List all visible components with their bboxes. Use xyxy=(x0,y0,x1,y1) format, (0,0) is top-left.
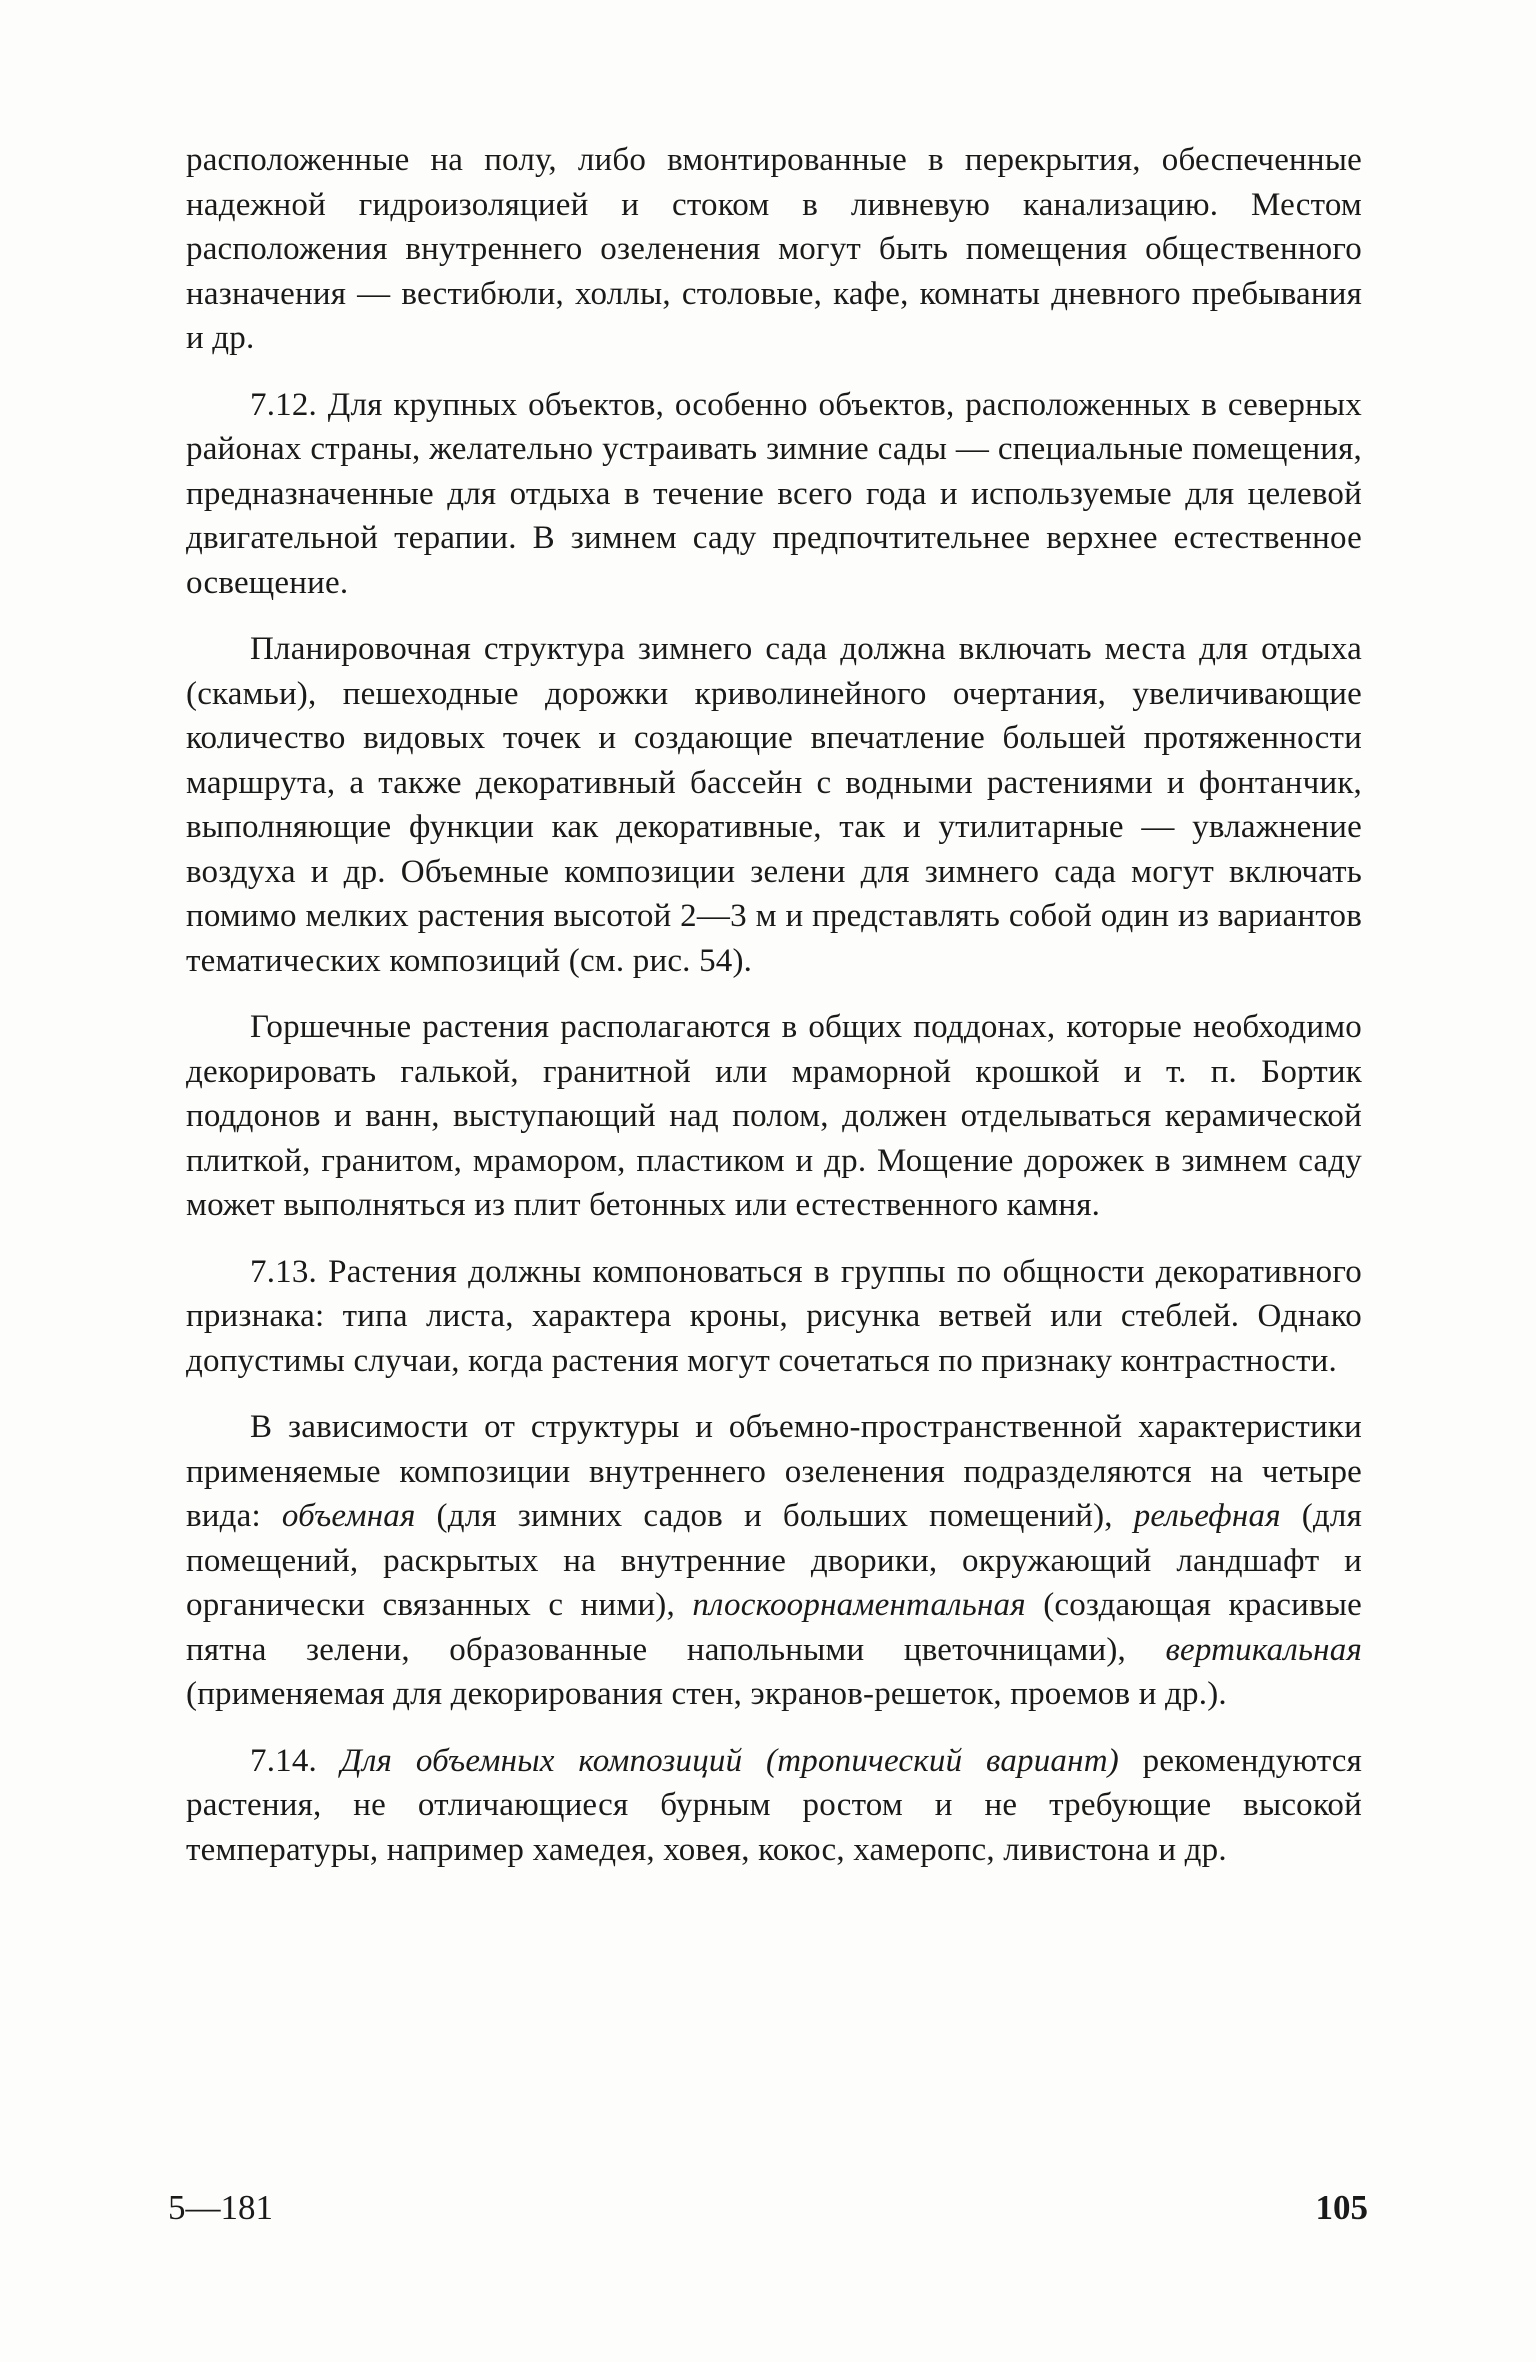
paragraph xyxy=(186,138,1362,361)
italic-term: рельефная xyxy=(1133,1498,1281,1534)
paragraph-7-14 xyxy=(186,1739,1362,1873)
text-run: 7.14. xyxy=(250,1742,341,1779)
italic-term: Для объемных композиций (тропический вариант) xyxy=(340,1742,1119,1779)
text-run: Горшечные растения располагаются в общих поддонах, которые необходимо декорировать галькой, гранитной или мраморной крошкой и т. п. Бортик поддонов и ванн, выступающий над полом, должен отделываться керамической плиткой, гранитом, мрамором, пластиком и др. Мощение дорожек в зимнем саду может выполняться из плит бетонных или естественного камня. xyxy=(186,1009,1362,1223)
italic-term: объемная xyxy=(281,1498,416,1534)
paragraph xyxy=(186,1005,1362,1228)
paragraph xyxy=(186,1405,1362,1717)
text-run: (для помещений, раскрытых на внутренние дворики, окружающий ландшафт и органически связанных с ними), xyxy=(186,1498,1362,1623)
text-run: Планировочная структура зимнего сада должна включать места для отдыха (скамьи), пешеходные дорожки криволинейного очертания, увеличивающие количество видовых точек и создающие впечатление большей протяженности маршрута, а также декоративный бассейн с водными растениями и фонтанчик, выполняющие функции как декоративные, так и утилитарные — увлажнение воздуха и др. Объемные композиции зелени для зимнего сада могут включать помимо мелких растения высотой 2—3 м и представлять собой один из вариантов тематических композиций (см. рис. 54). xyxy=(186,631,1362,979)
italic-term: плоскоорнаментальная xyxy=(692,1587,1026,1623)
text-run: 7.13. Растения должны компоноваться в группы по общности декоративного признака: типа листа, характера кроны, рисунка ветвей или стеблей. Однако допустимы случаи, когда растения могут сочетаться по признаку контрастности. xyxy=(186,1253,1362,1379)
page-number: 105 xyxy=(1315,2188,1368,2227)
text-run: рекомендуются растения, не отличающиеся бурным ростом и не требующие высокой температуры, например хамедея, ховея, кокос, хамеропс, ливистона и др. xyxy=(186,1742,1363,1868)
paragraph-7-12 xyxy=(186,383,1362,606)
text-run: (применяемая для декорирования стен, экранов-решеток, проемов и др.). xyxy=(186,1676,1227,1712)
text-run: (создающая красивые пятна зелени, образованные напольными цветочницами), xyxy=(186,1587,1362,1668)
body-text xyxy=(186,138,1362,1894)
italic-term: вертикальная xyxy=(1165,1631,1362,1668)
paragraph xyxy=(186,627,1362,983)
text-run: расположенные на полу, либо вмонтированные в перекрытия, обеспеченные надежной гидроизоляцией и стоком в ливневую канализацию. Местом расположения внутреннего озеленения могут быть помещения общественного назначения — вестибюли, холлы, столовые, кафе, комнаты дневного пребывания и др. xyxy=(186,142,1362,356)
text-run: (для зимних садов и больших помещений), xyxy=(415,1498,1134,1534)
text-run: 7.12. Для крупных объектов, особенно объектов, расположенных в северных районах страны, желательно устраивать зимние сады — специальные помещения, предназначенные для отдыха в течение всего года и используемые для целевой двигательной терапии. В зимнем саду предпочтительнее верхнее естественное освещение. xyxy=(186,386,1362,601)
paragraph-7-13 xyxy=(186,1250,1362,1384)
text-run: В зависимости от структуры и объемно-пространственной характеристики применяемые композиции внутреннего озеленения подразделяются на четыре вида: xyxy=(186,1409,1362,1534)
signature-mark: 5—181 xyxy=(168,2188,273,2227)
